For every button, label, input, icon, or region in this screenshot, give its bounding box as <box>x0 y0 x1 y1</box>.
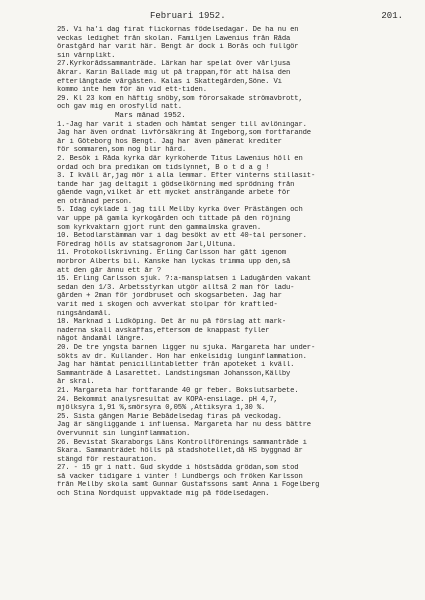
header-title: Februari 1952. <box>150 11 226 21</box>
text-line: Jag har hämtat penicillintabletter från apoteket i kväll. <box>57 361 295 370</box>
text-line: att den går ännu ett år ? <box>57 266 162 275</box>
text-line: ordad och bra predikan om tidslynnet, B o t d a g ! <box>57 163 270 172</box>
text-line: 20. De tre yngsta barnen ligger nu sjuka. Margareta har under- <box>57 343 316 352</box>
text-line: örastgård har varit här. Bengt är dock i Borås och fullgör <box>57 43 299 52</box>
text-line: Föredrag hölls av statsagronom Jarl,Ultuna. <box>57 240 237 249</box>
text-line: Mars månad 1952. <box>115 111 186 120</box>
text-line: 15. Erling Carlsson sjuk. ?:a-mansplatsen i Ladugården vakant <box>57 275 311 284</box>
text-line: 10. Betodlarstämman var i dag besökt av ett 40-tal personer. <box>57 232 307 241</box>
text-line: och gav mig en orosfylld natt. <box>57 103 182 112</box>
text-line: tande har jag deltagit i gödselkörning med sprödning från <box>57 180 295 189</box>
text-line: veckas ledighet från skolan. Familjen Lawenius från Råda <box>57 34 291 43</box>
text-line: stängd för restauration. <box>57 455 157 464</box>
page-header <box>150 11 403 23</box>
text-line: gående vagn,vilket är ett mycket ansträngande arbete för <box>57 189 291 198</box>
text-line: är skral. <box>57 378 95 387</box>
text-line: övervunnit sin lunginflammation. <box>57 429 191 438</box>
text-line: Sammanträde å Lasarettet. Landstingsman Johansson,Källby <box>57 369 291 378</box>
text-line: Skara. Sammanträdet hölls på stadshotellet,då HS byggnad är <box>57 447 303 456</box>
text-line: något ändamål längre. <box>57 335 145 344</box>
text-line: 5. Idag cyklade i jag till Mellby kyrka över Prästängen och <box>57 206 303 215</box>
page-number: 201. <box>381 11 403 21</box>
text-line: 27.Kyrkorådssammanträde. Lärkan har spelat över vårljusa <box>57 60 291 69</box>
text-line: 3. I kväll är,jag mör i alla lemmar. Efter vinterns stillasit- <box>57 172 316 181</box>
document-body <box>57 26 411 499</box>
text-line: för sommaren,som nog blir hård. <box>57 146 187 155</box>
text-line: 25. Vi ha'i dag firat flickornas födelsedagar. De ha nu en <box>57 26 299 34</box>
text-line: morbror Alberts bil. Kanske han lyckas trimma upp den,så <box>57 258 291 267</box>
text-line: 24. Bekommit analysresultat av KOPA-ensilage. pH 4,7, <box>57 395 278 404</box>
text-line: 26. Bevistat Skaraborgs Läns Kontrollförenings sammanträde i <box>57 438 307 447</box>
text-line: 11. Protokollskrivning. Erling Carlsson har gått igenom <box>57 249 286 258</box>
text-line: sökts av dr. Kullander. Hon har enkelsidig lunginflammation. <box>57 352 307 361</box>
text-line: mjölksyra 1,91 %,smörsyra 0,05% ,Ättiksyra 1,30 %. <box>57 404 266 413</box>
text-line: Jag har även ordnat livförsäkring åt Ingeborg,som fortfarande <box>57 129 311 138</box>
text-line: 18. Marknad i Lidköping. Det är nu på förslag att mark- <box>57 318 286 327</box>
text-line: som kyrkvaktarn gjort runt den gammalmska graven. <box>57 223 261 232</box>
text-line: så vacker tidigare i vinter ! Lundbergs och fröken Karlsson <box>57 472 303 481</box>
text-line: sedan den 1/3. Arbetsstyrkan utgör alltså 2 man för ladu- <box>57 283 295 292</box>
text-line: 27. - 15 gr i natt. Gud skydde i höstsådda grödan,som stod <box>57 464 299 473</box>
text-line: kommo inte hem för än vid ett-tiden. <box>57 86 207 95</box>
text-line: 2. Besök i Råda kyrka där kyrkoherde Titus Lawenius höll en <box>57 154 303 163</box>
text-line: Jag är sängliggande i influensa. Margareta har nu dess bättre <box>57 421 311 430</box>
text-line: är i Göteborg hos Bengt. Jag har även påmerat krediter <box>57 137 282 146</box>
text-line: naderna skall avskaffas,eftersom de knappast fyller <box>57 326 270 335</box>
text-line: 29. Kl 23 kom en häftig snöby,som förorsakade strömavbrott, <box>57 94 303 103</box>
text-line: 1.-Jag har varit i staden och hämtat senger till avlöningar. <box>57 120 307 129</box>
text-line: gården + 2man för jordbruset och skogsarbeten. Jag har <box>57 292 282 301</box>
text-line: efterlängtade vårgästen. Kalas i Skattegården,Söne. Vi <box>57 77 282 86</box>
text-line: från Mellby skola samt Gunnar Gustafssons samt Anna i Fogelberg <box>57 481 320 490</box>
text-line: varit med i skogen och avverkat stolpar för kraftled- <box>57 301 278 309</box>
text-line: en otränad person. <box>57 197 132 206</box>
text-line: åkrar. Karin Ballade mig ut på trappan,för att hälsa den <box>57 68 291 77</box>
text-line: 25. Sista gången Marie Bebådelsedag firas på veckodag. <box>57 412 282 421</box>
text-line: 21. Margareta har fortfarande 40 gr feber. Bokslutsarbete. <box>57 386 299 395</box>
text-line: sin värnplikt. <box>57 51 116 60</box>
text-line: ningsändamål. <box>57 309 112 318</box>
text-line: och Stina Nordquist uppvaktade mig på födelsedagen. <box>57 490 270 499</box>
text-line: var uppe på gamla kyrkogården och tittade på den röjning <box>57 215 291 224</box>
